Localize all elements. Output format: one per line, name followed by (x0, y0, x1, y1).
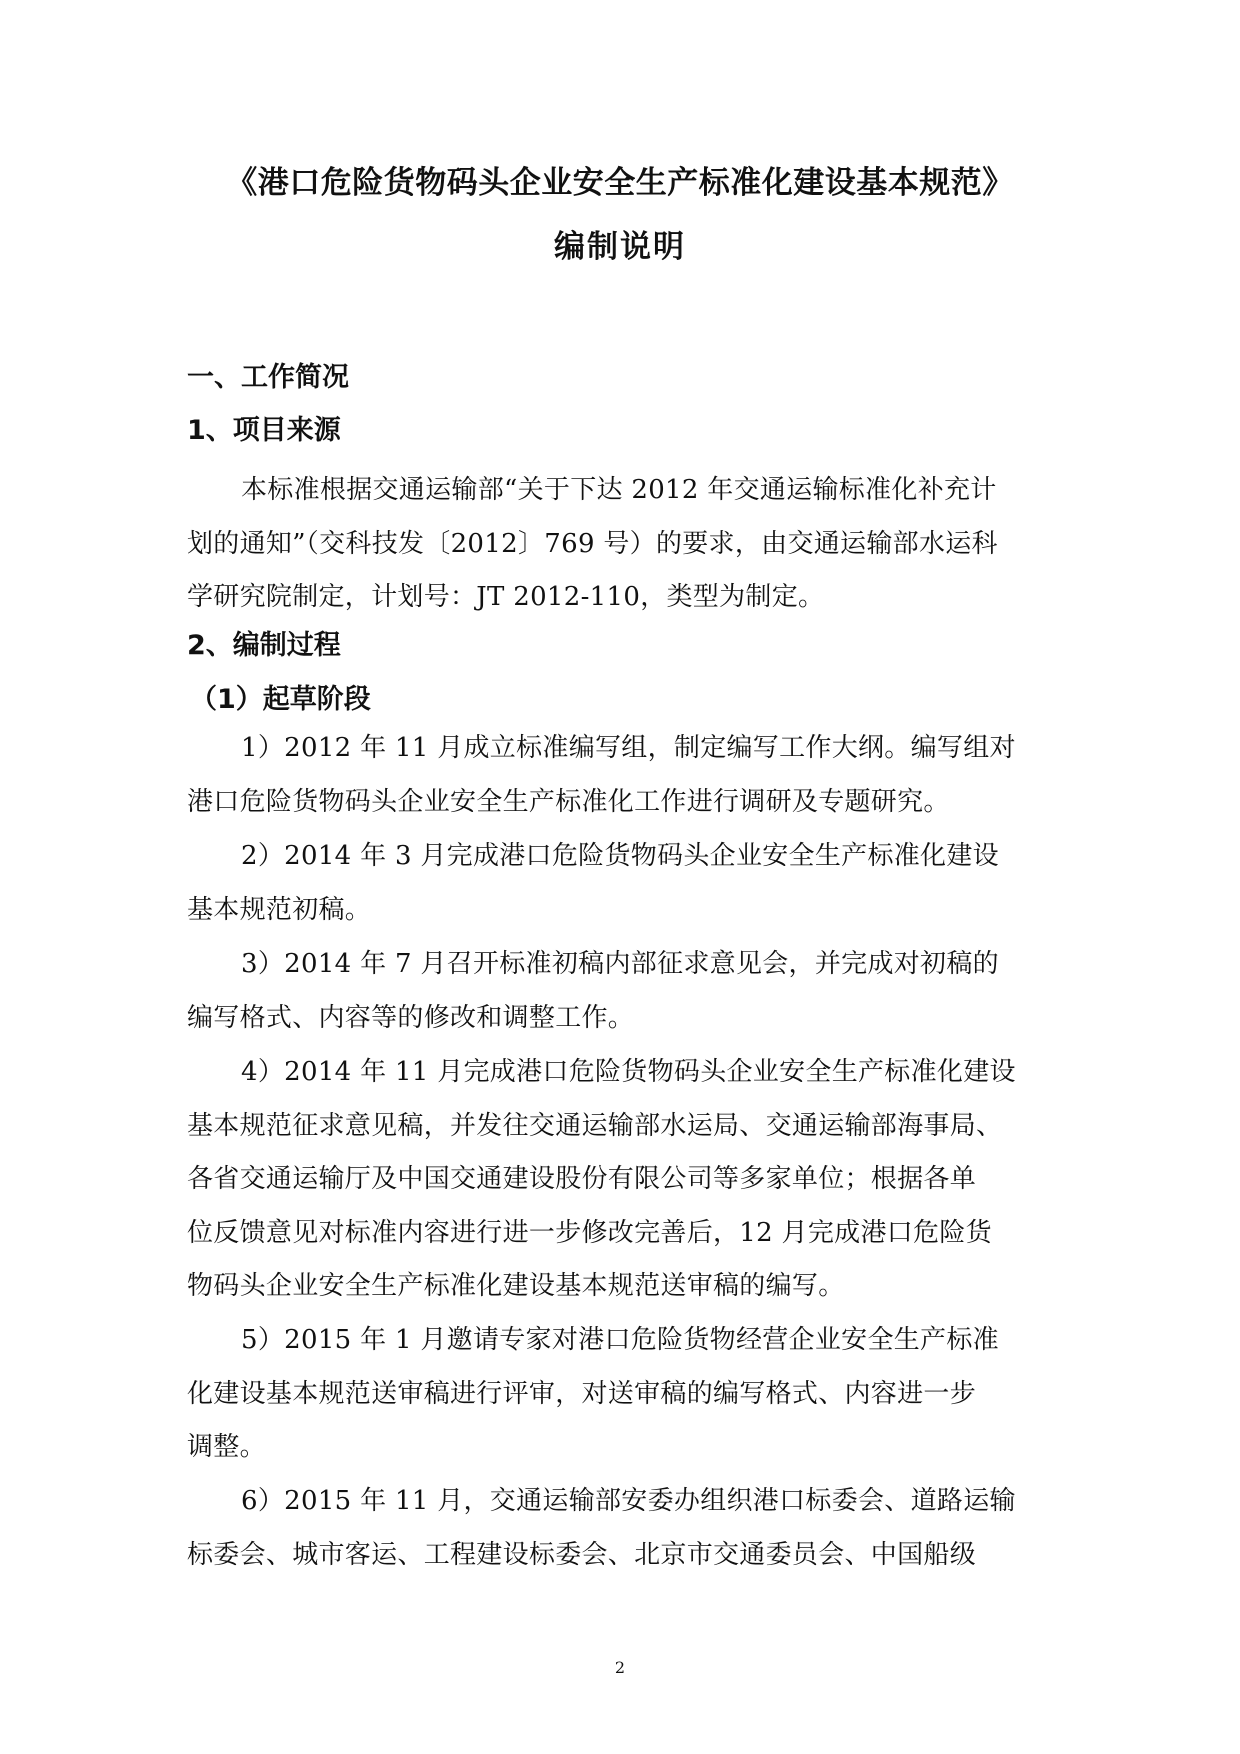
paragraph-line: 5）2015 年 1 月邀请专家对港口危险货物经营企业安全生产标准 (241, 1325, 999, 1355)
paragraph-line: 3）2014 年 7 月召开标准初稿内部征求意见会，并完成对初稿的 (241, 949, 999, 979)
paragraph-line: 学研究院制定，计划号：JT 2012-110，类型为制定。 (187, 582, 825, 612)
paragraph-line: 化建设基本规范送审稿进行评审，对送审稿的编写格式、内容进一步 (187, 1378, 977, 1409)
paragraph-line: 标委会、城市客运、工程建设标委会、北京市交通委员会、中国船级 (187, 1539, 977, 1570)
paragraph-line: 基本规范征求意见稿，并发往交通运输部水运局、交通运输部海事局、 (187, 1110, 1003, 1141)
paragraph-line: 调整。 (187, 1432, 266, 1462)
paragraph-line: 物码头企业安全生产标准化建设基本规范送审稿的编写。 (187, 1271, 845, 1301)
paragraph-line: 基本规范初稿。 (187, 894, 372, 925)
paragraph-step-4 (187, 1046, 1057, 1314)
paragraph-step-6 (187, 1475, 1057, 1582)
paragraph-step-5 (187, 1314, 1057, 1475)
section-heading-work-overview: 一、工作简况 (187, 362, 349, 393)
paragraph-line: 4）2014 年 11 月完成港口危险货物码头企业安全生产标准化建设 (241, 1057, 1016, 1087)
item-heading-drafting-process: 2、编制过程 (187, 630, 341, 661)
stage-heading-drafting: （1）起草阶段 (190, 684, 371, 715)
document-subtitle: 编制说明 (554, 229, 686, 265)
paragraph-line: 1）2012 年 11 月成立标准编写组，制定编写工作大纲。编写组对 (241, 733, 1016, 763)
page-number: 2 (614, 1658, 626, 1677)
paragraph-step-1 (187, 722, 1057, 829)
paragraph-line: 2）2014 年 3 月完成港口危险货物码头企业安全生产标准化建设 (241, 841, 999, 871)
document-title: 《港口危险货物码头企业安全生产标准化建设基本规范》 (226, 165, 1014, 201)
paragraph-line: 位反馈意见对标准内容进行进一步修改完善后，12 月完成港口危险货 (187, 1217, 992, 1248)
paragraph-line: 6）2015 年 11 月，交通运输部安委办组织港口标委会、道路运输 (241, 1486, 1016, 1516)
paragraph-line: 各省交通运输厅及中国交通建设股份有限公司等多家单位；根据各单 (187, 1164, 977, 1194)
paragraph-step-2 (187, 830, 1057, 937)
paragraph-line: 编写格式、内容等的修改和调整工作。 (187, 1002, 635, 1033)
item-heading-project-source: 1、项目来源 (187, 415, 341, 446)
paragraph-project-source (187, 464, 1057, 625)
paragraph-line: 本标准根据交通运输部“关于下达 2012 年交通运输标准化补充计 (241, 475, 997, 505)
paragraph-line: 划的通知”（交科技发〔2012〕769 号）的要求，由交通运输部水运科 (187, 528, 998, 559)
paragraph-step-3 (187, 938, 1057, 1045)
paragraph-line: 港口危险货物码头企业安全生产标准化工作进行调研及专题研究。 (187, 786, 950, 817)
